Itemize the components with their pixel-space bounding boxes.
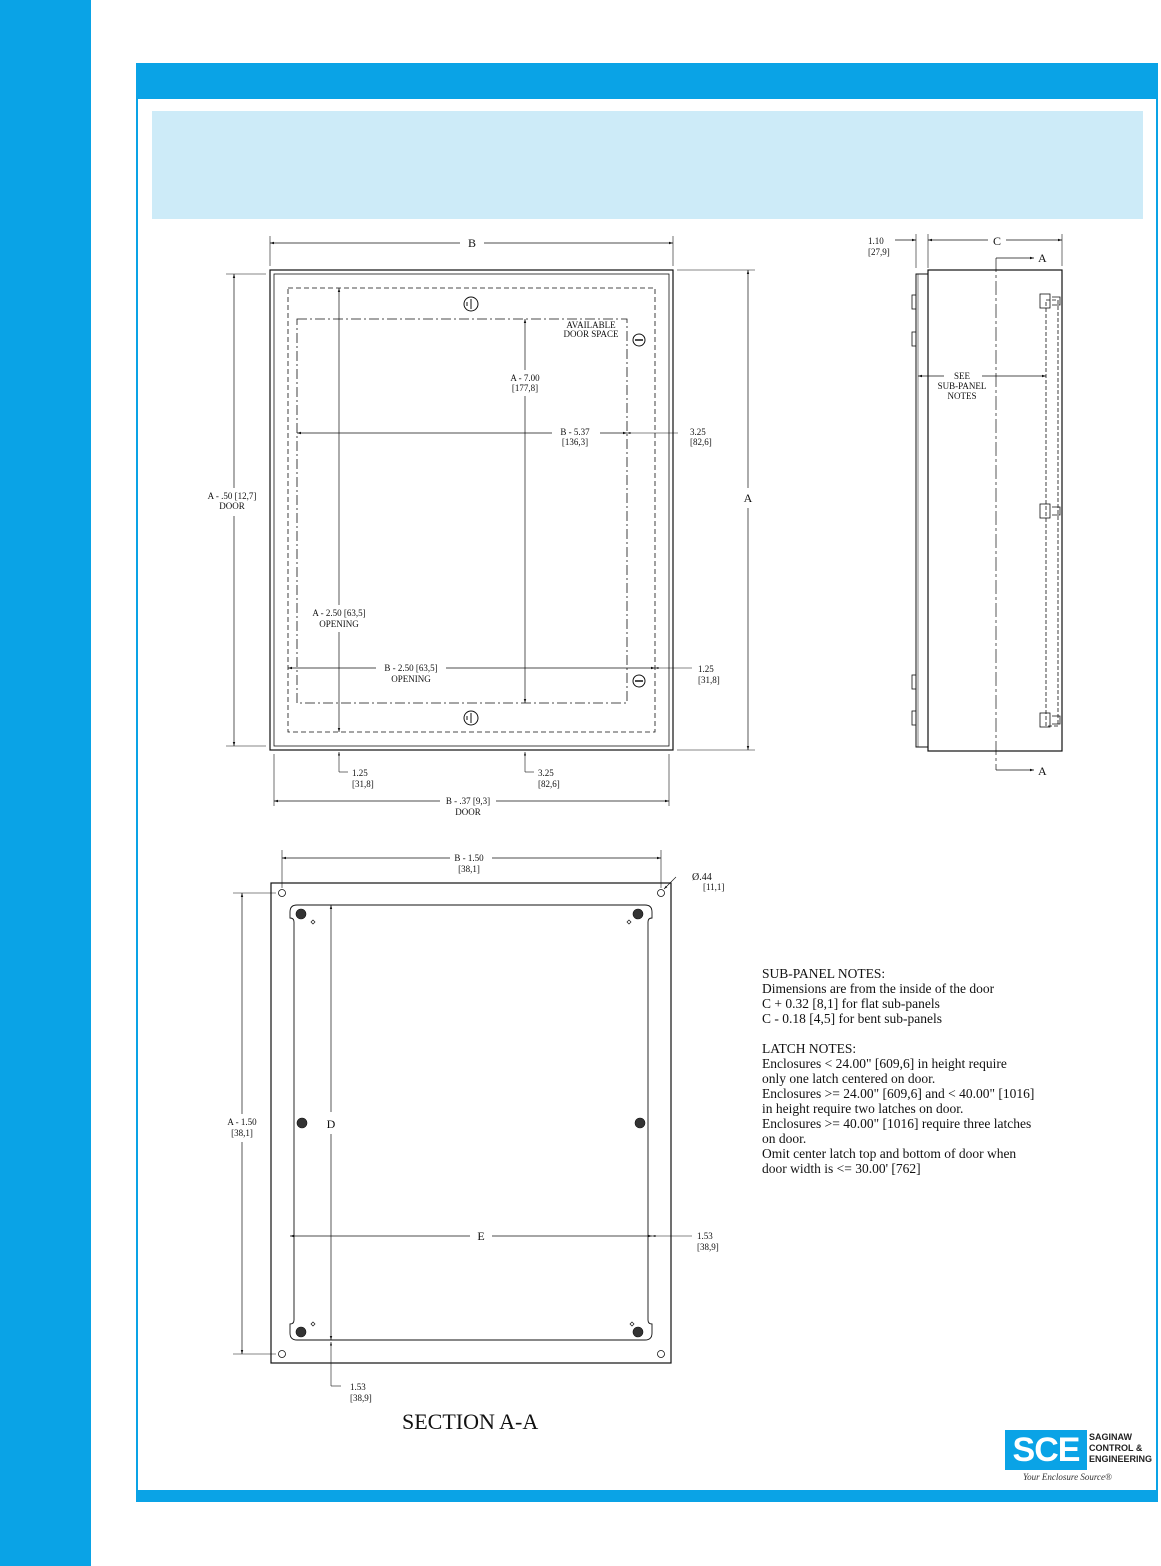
logo-company-name: [1089, 1432, 1153, 1465]
sub-panel-note-line: C - 0.18 [4,5] for bent sub-panels: [762, 1011, 942, 1026]
logo-mark: SCE: [1005, 1430, 1087, 1470]
dim-bottom325-line2: [82,6]: [538, 779, 560, 789]
stud-icons: [296, 909, 645, 1337]
dim-b537-line2: [136,3]: [561, 437, 589, 447]
dim-b537-line1: B - 5.37: [560, 427, 590, 437]
dim-bottom325-line1: 3.25: [538, 768, 554, 778]
dim-b150-line2: [38,1]: [458, 864, 480, 874]
latch-note-line: in height require two latches on door.: [762, 1101, 964, 1116]
dim-b150-line1: B - 1.50: [454, 853, 484, 863]
logo-name-line: CONTROL &: [1089, 1443, 1143, 1453]
dim-bottom125-line2: [31,8]: [352, 779, 374, 789]
section-marker-bottom: A: [1038, 764, 1047, 778]
sub-panel-note-line: C + 0.32 [8,1] for flat sub-panels: [762, 996, 940, 1011]
sub-panel-notes-heading: SUB-PANEL NOTES:: [762, 966, 886, 981]
dim-c-label: C: [992, 234, 1002, 248]
dim-right153-line1: 1.53: [697, 1231, 713, 1241]
dim-b250-line2: OPENING: [391, 674, 431, 684]
subpanel-view: [233, 850, 692, 1386]
latch-note-line: Enclosures >= 24.00" [609,6] and < 40.00" [1016]: [762, 1086, 1035, 1101]
dim-right325-line1: 3.25: [690, 427, 706, 437]
dim-bottom125-line1: 1.25: [352, 768, 368, 778]
dim-a150-line1: A - 1.50: [227, 1117, 257, 1127]
dim-door-width-line1: B - .37 [9,3]: [445, 796, 491, 806]
dim-b-label: B: [467, 236, 477, 250]
logo-name-line: SAGINAW: [1089, 1432, 1133, 1442]
dim-e-label: E: [477, 1229, 485, 1243]
dim-right125-line2: [31,8]: [698, 675, 720, 685]
dim-110-line1: 1.10: [868, 236, 884, 246]
dim-a150-line2: [38,1]: [231, 1128, 253, 1138]
section-title: SECTION A-A: [402, 1409, 539, 1434]
logo-name-line: ENGINEERING: [1089, 1454, 1153, 1464]
side-subpanel: [1046, 300, 1058, 726]
side-body: [928, 270, 1062, 751]
dim-bottom153-line1: 1.53: [350, 1382, 366, 1392]
see-notes-line3: NOTES: [947, 391, 977, 401]
logo-tagline: Your Enclosure Source®: [1023, 1472, 1112, 1482]
subpanel-inner: [290, 905, 652, 1340]
available-space-line2: DOOR SPACE: [563, 329, 619, 339]
dim-d-label: D: [326, 1117, 336, 1131]
dim-110-line2: [27,9]: [868, 247, 890, 257]
opening-dashed: [288, 288, 655, 732]
dim-a250-line2: OPENING: [319, 619, 359, 629]
hinge-top-icon: [633, 334, 645, 346]
dim-a250-line1: A - 2.50 [63,5]: [312, 608, 366, 618]
hinge-bottom-icon: [633, 675, 645, 687]
dim-bottom153-line2: [38,9]: [350, 1393, 372, 1403]
dim-hole-line2: [11,1]: [703, 882, 725, 892]
dim-a-label: A: [743, 491, 753, 505]
door-outline: [274, 274, 669, 746]
section-marker-top: A: [1038, 251, 1047, 265]
dim-door-height-line1: A - .50 [12,7]: [207, 491, 257, 501]
dim-door-height-line2: DOOR: [219, 501, 245, 511]
available-space-line1: AVAILABLE: [566, 320, 616, 330]
latch-note-line: Enclosures < 24.00" [609,6] in height require: [762, 1056, 1007, 1071]
see-notes-line1: SEE: [953, 371, 971, 381]
latch-bottom-icon: [464, 711, 478, 725]
latch-note-line: door width is <= 30.00' [762]: [762, 1161, 921, 1176]
available-space-outline: [297, 319, 627, 703]
latch-note-line: Enclosures >= 40.00" [1016] require three latches: [762, 1116, 1032, 1131]
dim-door-width-line2: DOOR: [455, 807, 481, 817]
dim-b250-line1: B - 2.50 [63,5]: [384, 663, 438, 673]
see-notes-line2: SUB-PANEL: [937, 381, 987, 391]
latch-note-line: Omit center latch top and bottom of door when: [762, 1146, 1017, 1161]
sce-logo: [1005, 1430, 1153, 1486]
dim-hole-line1: Ø.44: [692, 872, 712, 883]
dim-right325-line2: [82,6]: [690, 437, 712, 447]
side-view: [895, 234, 1062, 770]
latch-top-icon: [464, 297, 478, 311]
dim-right153-line2: [38,9]: [697, 1242, 719, 1252]
latch-note-line: only one latch centered on door.: [762, 1071, 936, 1086]
latch-notes-heading: LATCH NOTES:: [762, 1041, 857, 1056]
dim-right125-line1: 1.25: [698, 664, 714, 674]
latch-note-line: on door.: [762, 1131, 807, 1146]
enclosure-outline: [270, 270, 673, 750]
front-view: [226, 236, 755, 806]
dim-a700-line1: A - 7.00: [510, 373, 540, 383]
sub-panel-note-line: Dimensions are from the inside of the door: [762, 981, 995, 996]
dim-a700-line2: [177,8]: [511, 383, 539, 393]
notes-block: [762, 966, 1082, 1176]
